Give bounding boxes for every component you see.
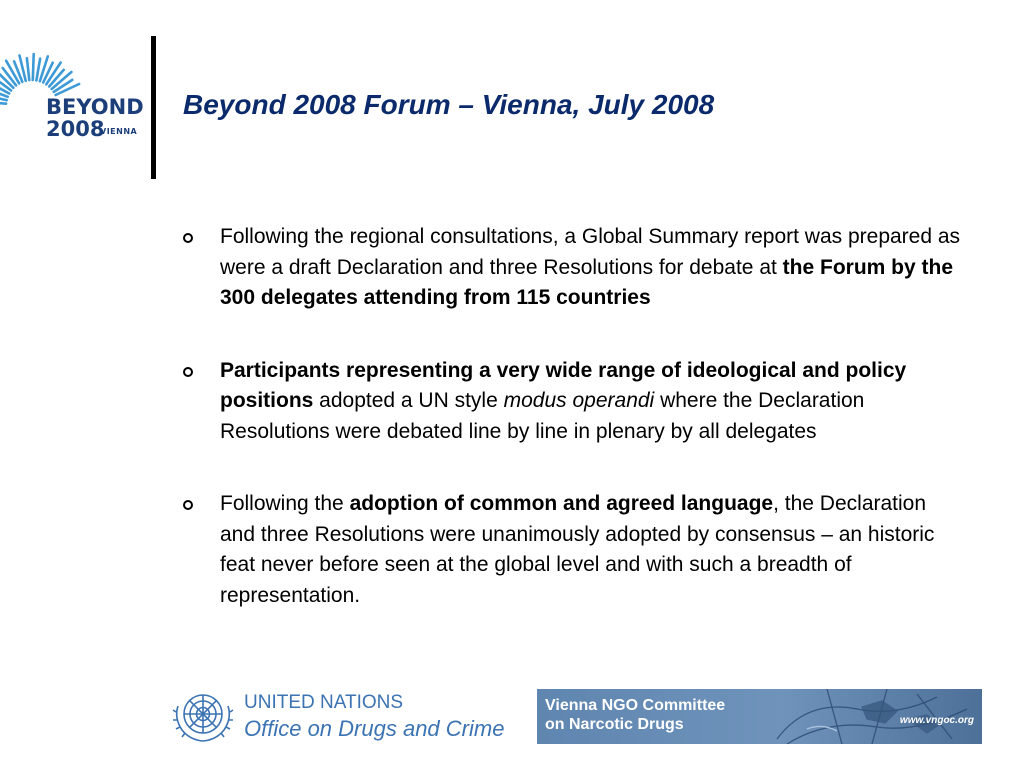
unodc-subtitle: Office on Drugs and Crime bbox=[244, 716, 505, 741]
bullet-item bbox=[183, 489, 963, 611]
bullet-text-normal: Following the bbox=[220, 492, 350, 515]
bullet-text-bold: Participants representing a very wide range of ideological and policy positions bbox=[220, 358, 907, 412]
bullet-text-bold: adoption of common and agreed language bbox=[349, 492, 774, 515]
bullet-list bbox=[183, 222, 963, 611]
logo-ray bbox=[36, 59, 40, 81]
unodc-name: UNITED NATIONS bbox=[244, 692, 404, 713]
vngoc-name: Vienna NGO Committee bbox=[545, 697, 726, 714]
bullet-text-normal: , the Declaration and three Resolutions were unanimously adopted by consensus – an historic feat never before seen at the global level and with such a breadth of representation. bbox=[220, 492, 935, 607]
beyond-2008-logo bbox=[0, 48, 145, 148]
bullet-text-normal: adopted a UN style bbox=[313, 389, 504, 412]
logo-ray bbox=[33, 54, 34, 80]
vngoc-name-line2: on Narcotic Drugs bbox=[545, 716, 684, 733]
bullet-item bbox=[183, 222, 963, 314]
header-divider bbox=[151, 36, 156, 179]
bullet-text-normal: Following the regional consultations, a Global Summary report was prepared as were a draft Declaration and three Resolutions for debate at bbox=[220, 225, 961, 279]
logo-ray bbox=[0, 102, 6, 104]
un-emblem-icon bbox=[170, 684, 236, 746]
logo-text-beyond: BEYOND bbox=[46, 95, 144, 119]
bullet-item bbox=[183, 356, 963, 448]
vngoc-banner bbox=[537, 689, 982, 744]
bullet-text-normal: where the Declaration Resolutions were debated line by line in plenary by all delegates bbox=[220, 389, 865, 443]
vngoc-url: www.vngoc.org bbox=[899, 715, 974, 726]
bullet-text-italic: modus operandi bbox=[503, 389, 655, 412]
logo-ray bbox=[27, 58, 29, 80]
bullet-circle-icon bbox=[183, 233, 193, 243]
bullet-text-bold: the Forum by the 300 delegates attending from 115 countries bbox=[220, 255, 954, 309]
unodc-logo bbox=[170, 684, 505, 746]
slide-title: Beyond 2008 Forum – Vienna, July 2008 bbox=[183, 89, 715, 120]
logo-text-city: VIENNA bbox=[100, 127, 138, 136]
bullet-circle-icon bbox=[183, 500, 193, 510]
bullet-circle-icon bbox=[183, 367, 193, 377]
logo-text-year: 2008 bbox=[46, 117, 105, 141]
